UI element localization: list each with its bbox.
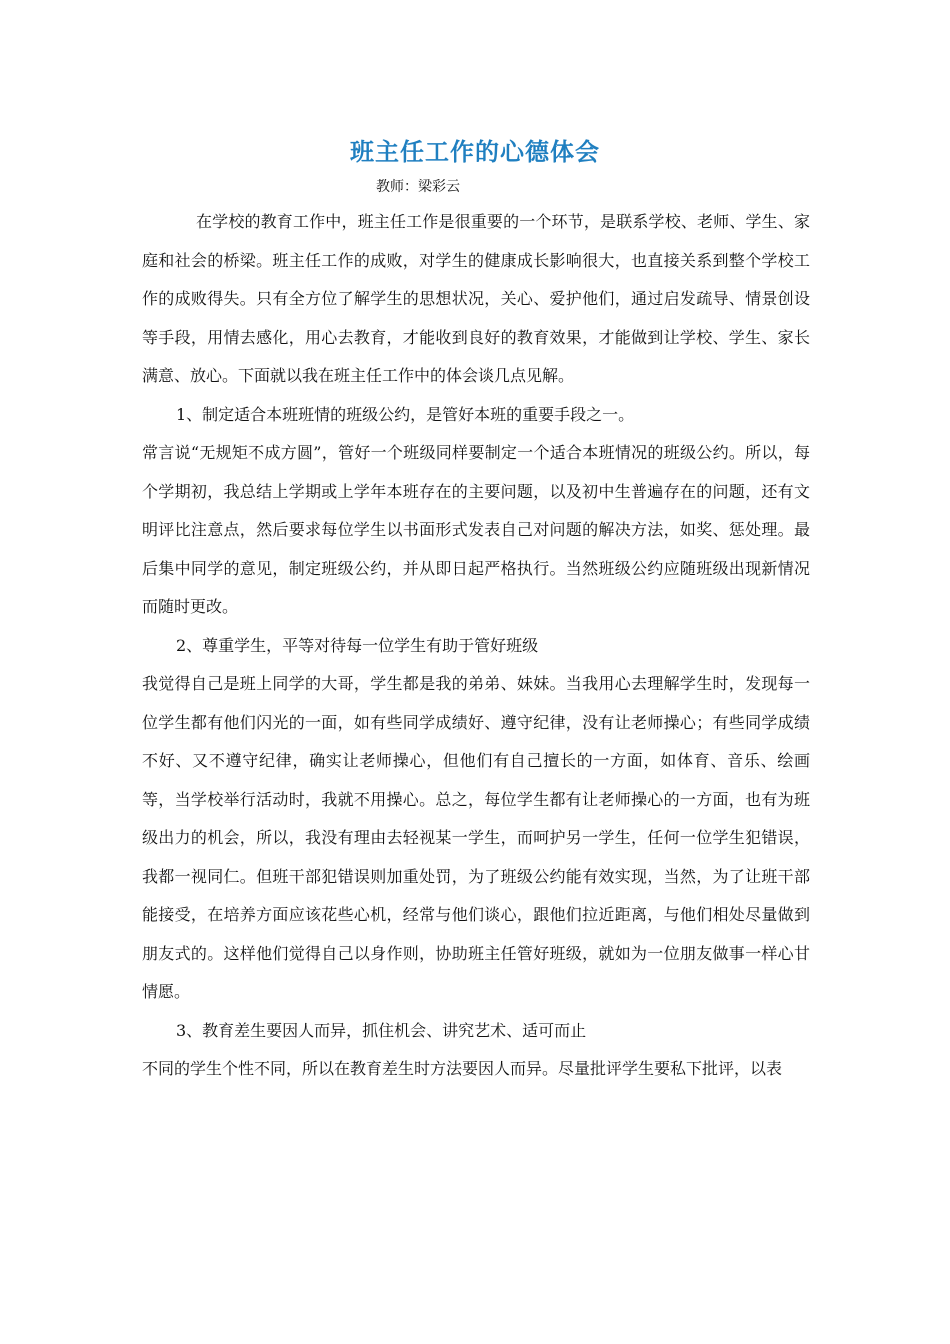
- intro-paragraph: 在学校的教育工作中，班主任工作是很重要的一个环节，是联系学校、老师、学生、家庭和社会的桥梁。班主任工作的成败，对学生的健康成长影响很大，也直接关系到整个学校工作的成败得失。只有全方位了解学生的思想状况，关心、爱护他们，通过启发疏导、情景创设等手段，用情去感化，用心去教育，才能收到良好的教育效果，才能做到让学校、学生、家长满意、放心。下面就以我在班主任工作中的体会谈几点见解。: [142, 212, 810, 385]
- section-heading-1: 1、制定适合本班班情的班级公约，是管好本班的重要手段之一。: [176, 404, 635, 424]
- section-heading-3: 3、教育差生要因人而异，抓住机会、讲究艺术、适可而止: [176, 1020, 587, 1040]
- section-paragraph-1: 常言说“无规矩不成方圆”，管好一个班级同样要制定一个适合本班情况的班级公约。所以，每个学期初，我总结上学期或上学年本班存在的主要问题，以及初中生普遍存在的问题，还有文明评比注意点，然后要求每位学生以书面形式发表自己对问题的解决方法，如奖、惩处理。最后集中同学的意见，制定班级公约，并从即日起严格执行。当然班级公约应随班级出现新情况而随时更改。: [142, 443, 810, 616]
- document-title: 班主任工作的心德体会: [350, 138, 600, 166]
- document-body: [142, 203, 810, 1089]
- section-paragraph-3: 不同的学生个性不同，所以在教育差生时方法要因人而异。尽量批评学生要私下批评，以表: [142, 1059, 783, 1078]
- section-paragraph-2: 我觉得自己是班上同学的大哥，学生都是我的弟弟、妹妹。当我用心去理解学生时，发现每一位学生都有他们闪光的一面，如有些同学成绩好、遵守纪律，没有让老师操心；有些同学成绩不好、又不遵守纪律，确实让老师操心，但他们有自己擅长的一方面，如体育、音乐、绘画等，当学校举行活动时，我就不用操心。总之，每位学生都有让老师操心的一方面，也有为班级出力的机会，所以，我没有理由去轻视某一学生，而呵护另一学生，任何一位学生犯错误，我都一视同仁。但班干部犯错误则加重处罚，为了班级公约能有效实现，当然，为了让班干部能接受，在培养方面应该花些心机，经常与他们谈心，跟他们拉近距离，与他们相处尽量做到朋友式的。这样他们觉得自己以身作则，协助班主任管好班级，就如为一位朋友做事一样心甘情愿。: [142, 674, 810, 1001]
- section-heading-2: 2、尊重学生，平等对待每一位学生有助于管好班级: [176, 635, 539, 655]
- document-author: 教师：梁彩云: [376, 179, 460, 195]
